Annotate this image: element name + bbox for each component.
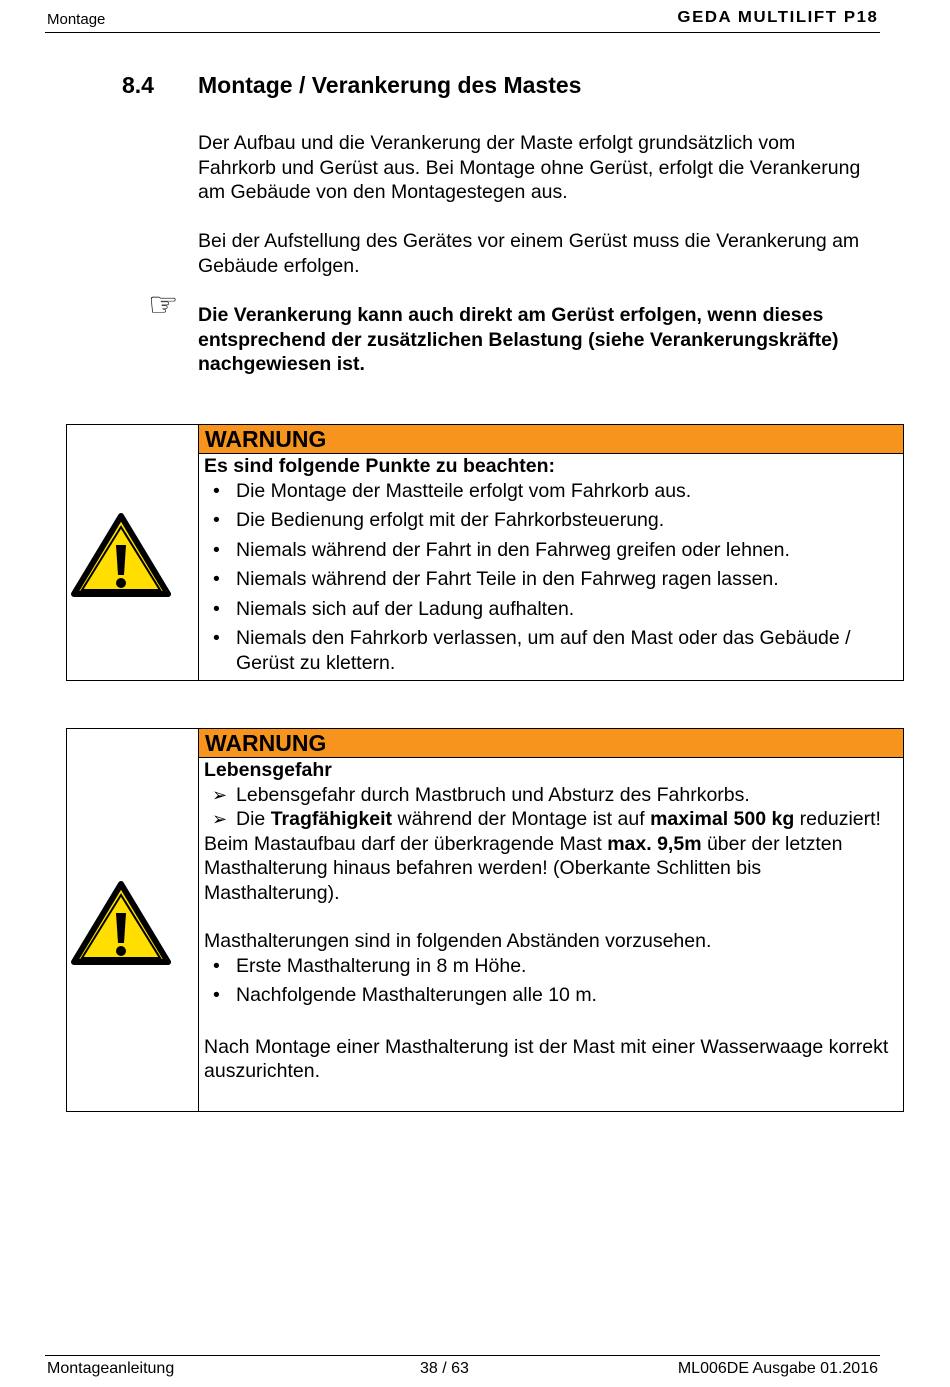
warning-lead: Es sind folgende Punkte zu beachten: [204,455,556,477]
list-item: • Niemals während der Fahrt Teile in den Fahrweg ragen lassen. [204,567,899,592]
pointing-hand-icon: ☞ [148,286,179,324]
warning-list [204,479,899,676]
header-brand-logo: GEDA MULTILIFT P18 [676,9,878,26]
text-run: reduziert! [794,808,881,830]
text-run-bold: maximal 500 kg [650,808,795,830]
text-run-bold: Tragfähigkeit [270,808,393,830]
section-heading [122,72,581,99]
warning-box-1 [66,424,904,681]
paragraph-1: Der Aufbau und die Verankerung der Maste erfolgt grundsätzlich vom Fahrkorb und Gerüst aus. Bei Montage ohne Gerüst, erfolgt die Verankerung am Gebäude von den Montagestegen aus. [198,132,861,203]
warning-list [204,954,899,1008]
warning-title: WARNUNG [199,425,903,454]
arrow-list [204,783,899,832]
text-run: während der Montage ist auf [392,808,651,830]
footer-doc-title: Montageanleitung [47,1360,175,1377]
list-item: • Niemals während der Fahrt in den Fahrweg greifen oder lehnen. [204,538,899,563]
text-run-bold: max. 9,5m [607,832,702,855]
header-section: Montage [47,11,106,28]
paragraph-2: Bei der Aufstellung des Gerätes vor einem Gerüst muss die Verankerung am Gebäude erfolgen. [198,230,860,277]
warning-icon-cell [67,425,199,680]
note-text: Die Verankerung kann auch direkt am Gerüst erfolgen, wenn dieses entsprechend der zusätzlichen Belastung (siehe Verankerungskräfte) nachgewiesen ist. [198,304,839,375]
section-number: 8.4 [122,72,154,98]
warning-icon-cell [67,729,199,1111]
warning-box-2 [66,728,904,1112]
warning-paragraph [204,832,899,906]
list-item: • Niemals sich auf der Ladung aufhalten. [204,597,899,622]
list-item: • Erste Masthalterung in 8 m Höhe. [204,954,899,979]
list-item: • Die Montage der Mastteile erfolgt vom Fahrkorb aus. [204,479,899,504]
warning-lead: Lebensgefahr [204,759,332,781]
footer-edition: ML006DE Ausgabe 01.2016 [677,1360,878,1377]
arrow-item [204,807,899,832]
list-item: • Die Bedienung erfolgt mit der Fahrkorbsteuerung. [204,508,899,533]
list-item: • Niemals den Fahrkorb verlassen, um auf den Mast oder das Gebäude / Gerüst zu klettern. [204,626,899,675]
arrow-item: ➢ Lebensgefahr durch Mastbruch und Absturz des Fahrkorbs. [204,783,899,808]
page-footer [45,1355,880,1377]
page-header [45,8,880,33]
text-run: über der letzten Masthalterung hinaus befahren werden! (Oberkante Schlitten bis Masthalterung). [204,832,843,904]
warning-paragraph: Masthalterungen sind in folgenden Abständen vorzusehen. [204,930,712,952]
section-title: Montage / Verankerung des Mastes [198,72,582,98]
warning-triangle-icon [71,881,171,965]
list-item: • Nachfolgende Masthalterungen alle 10 m. [204,983,899,1008]
text-run: Die [236,808,271,830]
warning-triangle-icon [71,513,171,597]
warning-paragraph: Nach Montage einer Masthalterung ist der Mast mit einer Wasserwaage korrekt auszurichten. [204,1035,889,1082]
warning-title: WARNUNG [199,729,903,758]
text-run: Beim Mastaufbau darf der überkragende Mast [204,832,608,855]
page-number: 38 / 63 [420,1360,469,1377]
